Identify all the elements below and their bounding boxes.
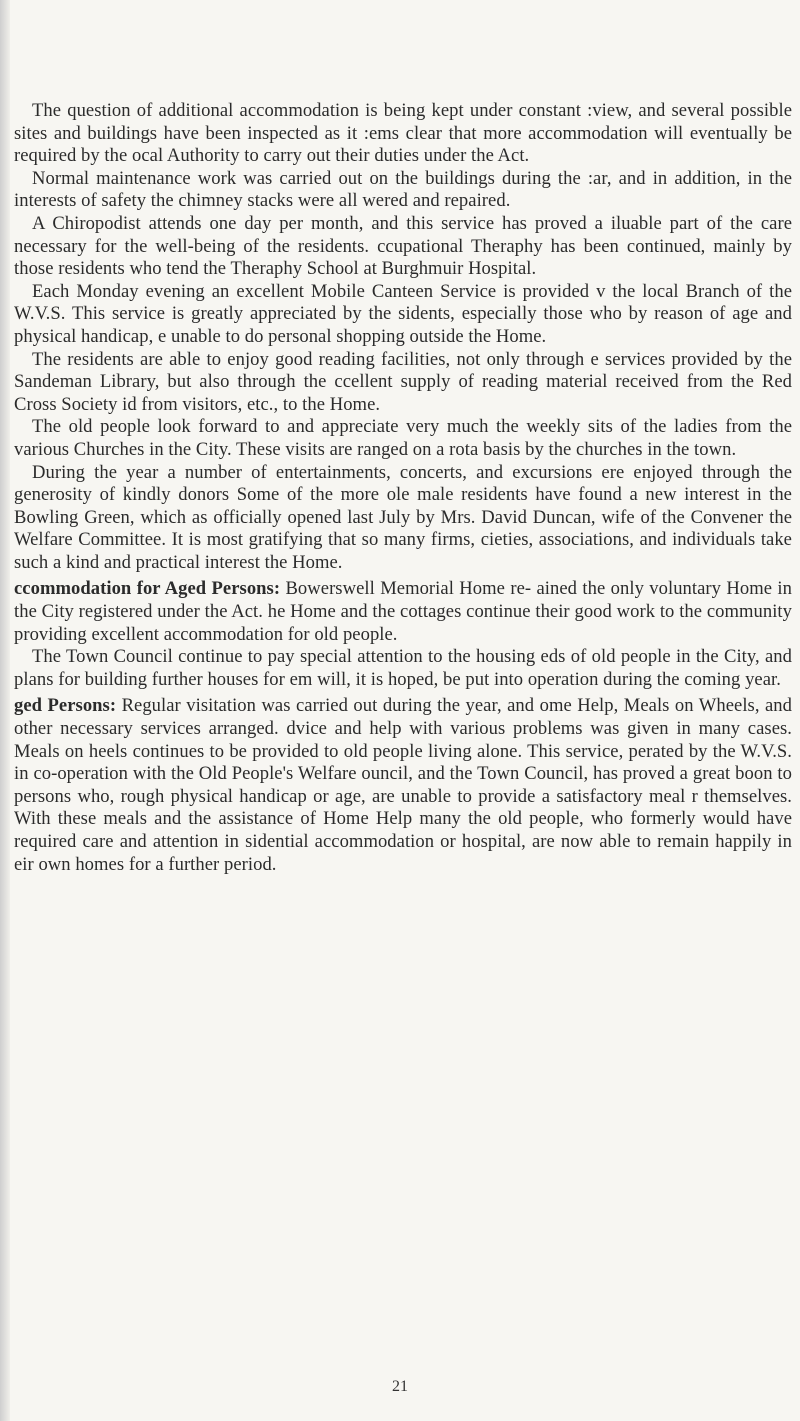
page-number: 21 [392, 1378, 408, 1395]
paragraph-chiropodist: A Chiropodist attends one day per month, and this service has proved a iluable part of the care necessary for the well-being of the residents. ccupational Theraphy has been continued, mainly by those residents who tend the Theraphy School at Burghmuir Hospital. [14, 212, 792, 280]
paragraph-mobile-canteen: Each Monday evening an excellent Mobile Canteen Service is provided v the local Branch of the W.V.S. This service is greatly appreciated by the sidents, especially those who by reason of age and physical handicap, e unable to do personal shopping outside the Home. [14, 280, 792, 347]
section-text-aged-persons: Regular visitation was carried out during the year, and ome Help, Meals on Wheels, and other necessary services arranged. dvice and help with various problems was given in many cases. Meals on heels continues to be provided to old people living alone. This service, perated by the W.V.S. in co-operation with the Old People's Welfare ouncil, and the Town Council, has proved a great boon to persons who, rough physical handicap or age, are unable to provide a satisfactory meal r themselves. With these meals and the assistance of Home Help many the old people, who formerly would have required care and attention in sidential accommodation or hospital, are now able to remain happily in eir own homes for a further period. [14, 695, 792, 875]
section-heading-aged-persons: ged Persons: [14, 695, 117, 717]
paragraph-reading: The residents are able to enjoy good reading facilities, not only through e services provided by the Sandeman Library, but also through the ccellent supply of reading material received from the Red Cross Society id from visitors, etc., to the Home. [14, 348, 792, 415]
section-aged-persons [14, 695, 792, 876]
section-text-accommodation: Bowerswell Memorial Home re- ained the only voluntary Home in the City registered under the Act. he Home and the cottages continue their good work to the community providing excellent accommodation for old people. [14, 578, 792, 645]
page-gutter [0, 0, 10, 1421]
paragraph-accommodation-question: The question of additional accommodation is being kept under constant :view, and several possible sites and buildings have been inspected as it :ems clear that more accommodation will eventually be required by the ocal Authority to carry out their duties under the Act. [14, 100, 792, 167]
paragraph-maintenance: Normal maintenance work was carried out on the buildings during the :ar, and in addition, in the interests of safety the chimney stacks were all wered and repaired. [14, 167, 792, 212]
paragraph-church-visits: The old people look forward to and appreciate very much the weekly sits of the ladies from the various Churches in the City. These visits are ranged on a rota basis by the churches in the town. [14, 416, 792, 460]
paragraph-housing: The Town Council continue to pay special attention to the housing eds of old people in the City, and plans for building further houses for em will, it is hoped, be put into operation during the coming year. [14, 646, 792, 690]
paragraph-entertainments: During the year a number of entertainments, concerts, and excursions ere enjoyed through the generosity of kindly donors Some of the more ole male residents have found a new interest in the Bowling Green, which as officially opened last July by Mrs. David Duncan, wife of the Convener the Welfare Committee. It is most gratifying that so many firms, cieties, associations, and individuals take such a kind and practical interest the Home. [14, 461, 792, 573]
section-accommodation-aged [14, 578, 792, 646]
section-heading-accommodation: ccommodation for Aged Persons: [14, 578, 281, 600]
body-text [14, 100, 792, 876]
